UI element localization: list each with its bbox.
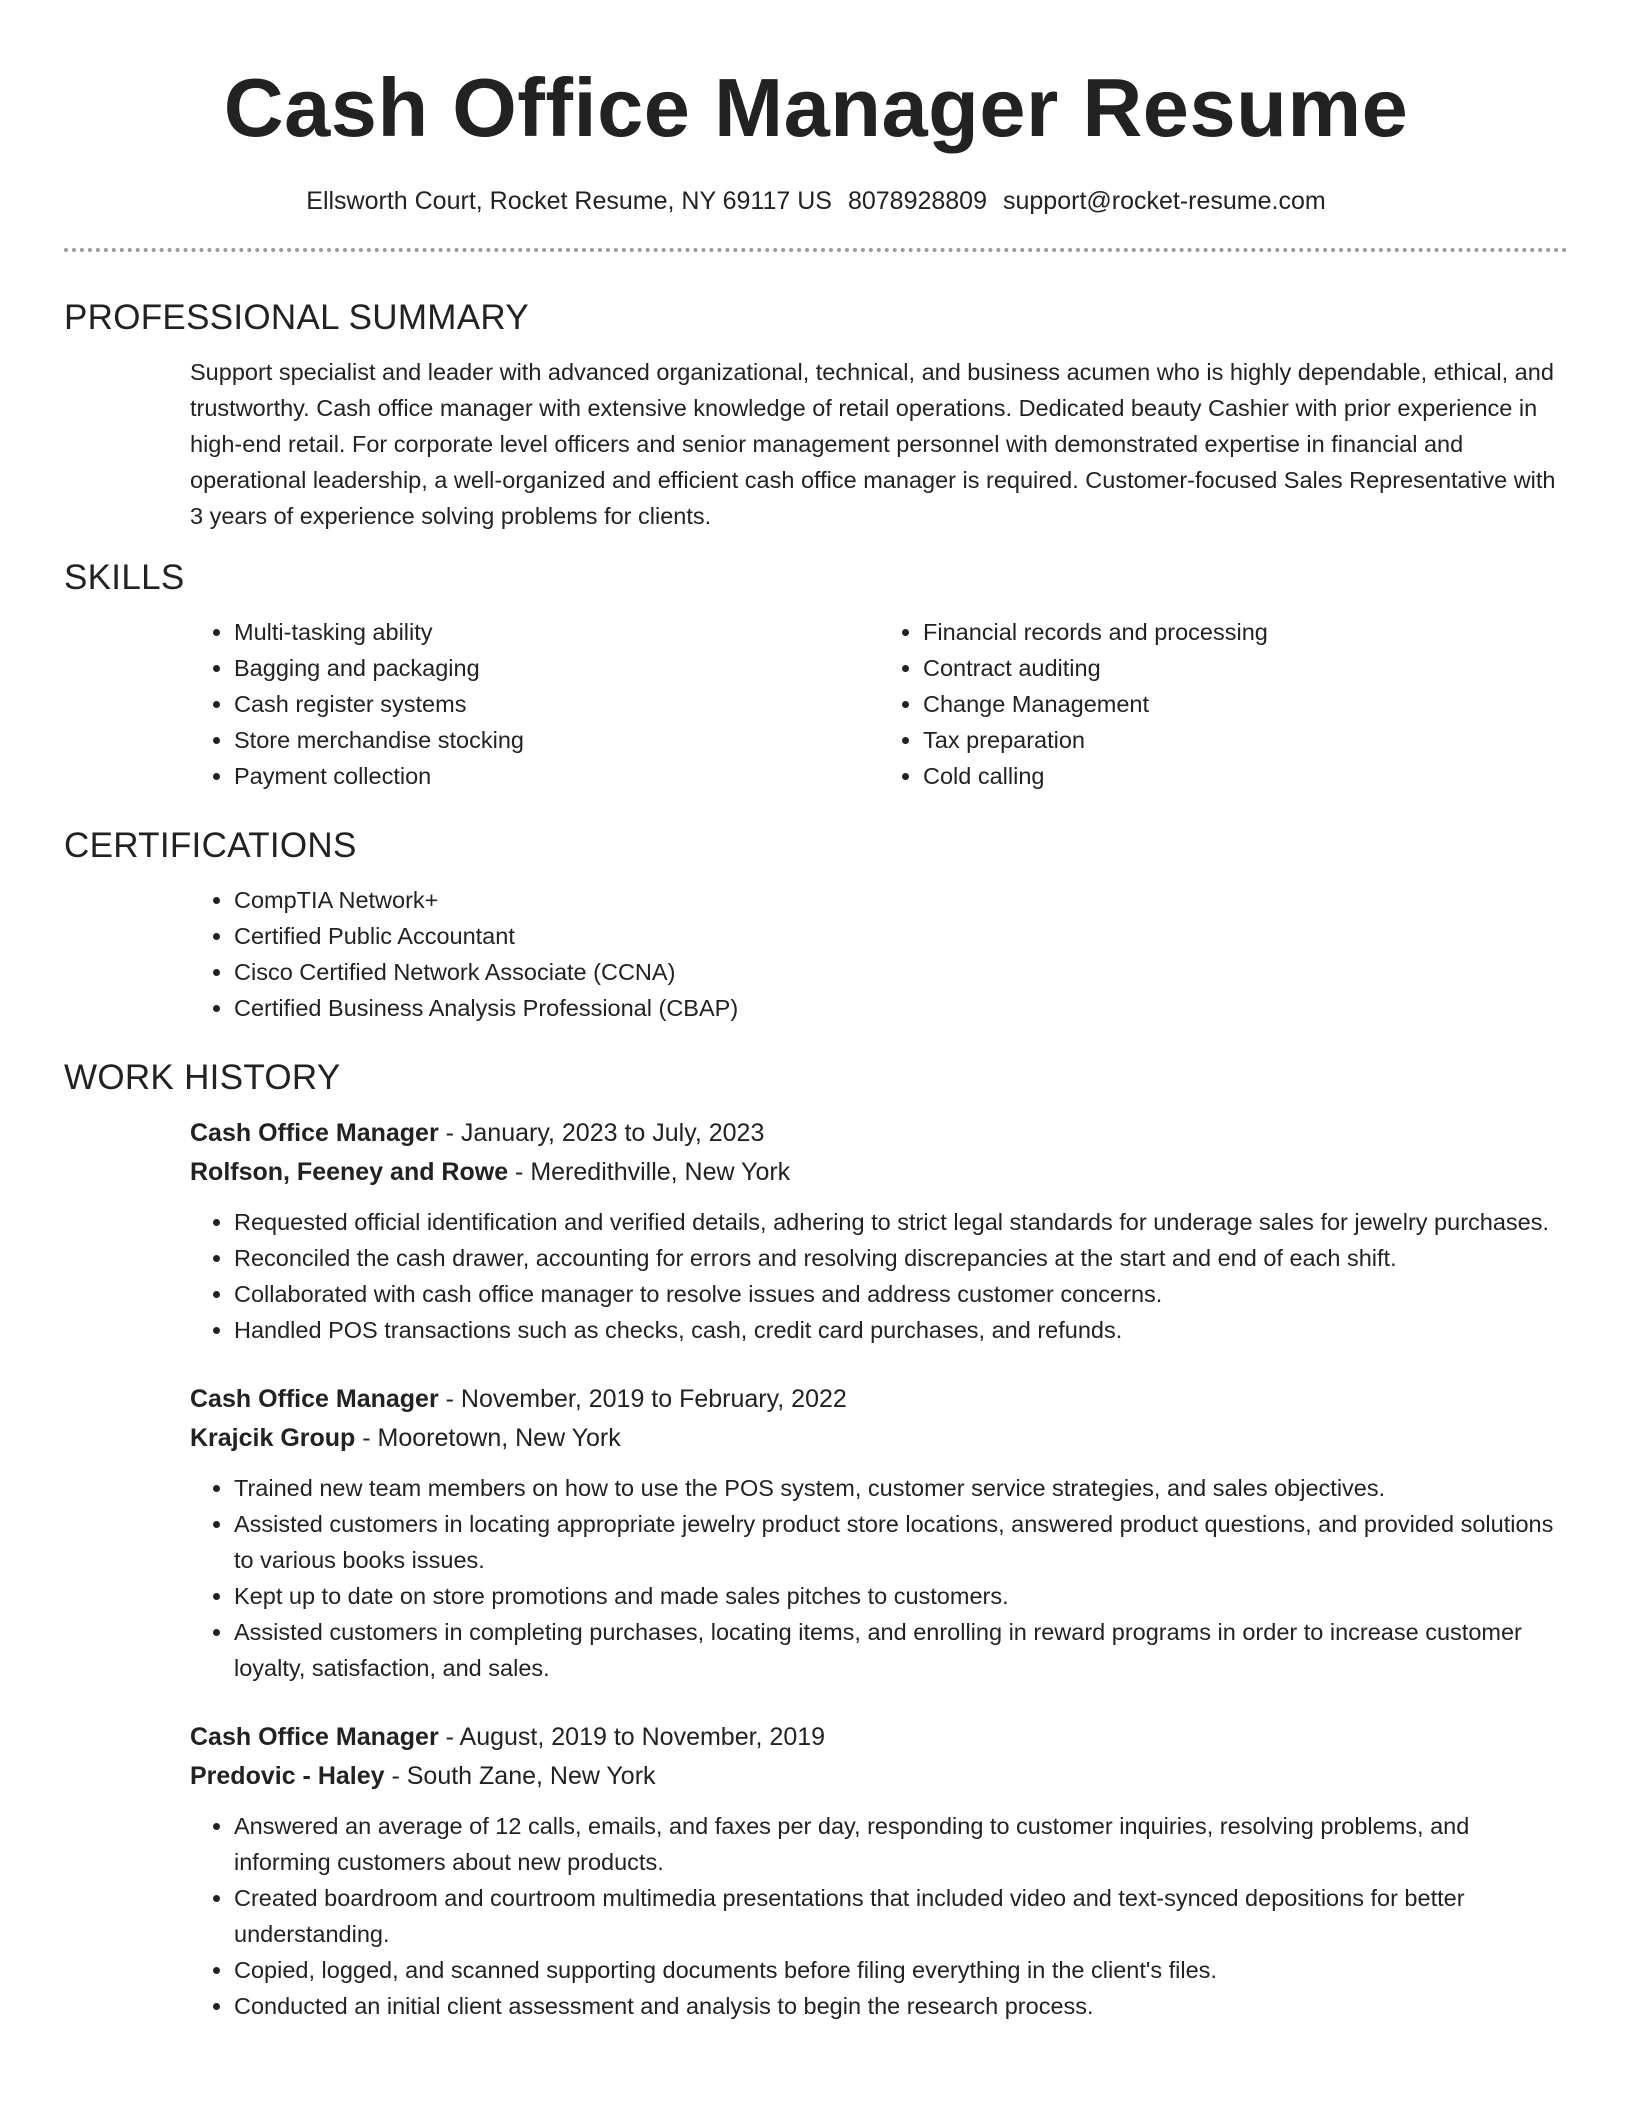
job-entry [190,1114,1568,1348]
skills-heading: SKILLS [64,558,185,597]
job-company: Predovic - Haley [190,1762,385,1790]
job-location: Mooretown, New York [377,1424,621,1452]
job-location: South Zane, New York [406,1762,656,1790]
work-history-body [190,1114,1568,2024]
job-entry [190,1380,1568,1686]
job-dates: November, 2019 to February, 2022 [460,1385,847,1413]
job-company-line: Krajcik Group - Mooretown, New York [190,1424,621,1452]
certifications-body [190,882,1568,1026]
certification-item: • Certified Public Accountant [234,918,1568,954]
skills-list-left [190,614,879,794]
certification-item: • Cisco Certified Network Associate (CCNA) [234,954,1568,990]
job-title-line: Cash Office Manager - November, 2019 to February, 2022 [190,1385,847,1413]
work-history-section [64,1056,1568,2024]
resume-page [64,0,1568,2056]
job-duty: • Assisted customers in completing purchases, locating items, and enrolling in reward programs in order to increase customer loyalty, satisfaction, and sales. [234,1614,1568,1686]
certifications-section [64,824,1568,1026]
job-role: Cash Office Manager [190,1119,439,1147]
job-title-line: Cash Office Manager - January, 2023 to July, 2023 [190,1119,765,1147]
contact-line [64,184,1568,218]
skill-item: • Store merchandise stocking [234,722,879,758]
job-dates: August, 2019 to November, 2019 [459,1723,826,1751]
job-company-line: Predovic - Haley - South Zane, New York [190,1762,656,1790]
work-history-heading: WORK HISTORY [64,1058,341,1097]
job-duty: • Created boardroom and courtroom multimedia presentations that included video and text-synced depositions for better understanding. [234,1880,1568,1952]
skill-item: • Financial records and processing [923,614,1568,650]
job-dates: January, 2023 to July, 2023 [460,1119,765,1147]
job-duty: • Copied, logged, and scanned supporting documents before filing everything in the client's files. [234,1952,1568,1988]
job-duty: • Collaborated with cash office manager to resolve issues and address customer concerns. [234,1276,1568,1312]
certification-item: • CompTIA Network+ [234,882,1568,918]
skills-section [64,556,1568,794]
certifications-heading: CERTIFICATIONS [64,826,357,865]
job-company: Rolfson, Feeney and Rowe [190,1158,509,1186]
job-role: Cash Office Manager [190,1723,439,1751]
contact-phone: 8078928809 [847,187,987,215]
job-entry [190,1718,1568,2024]
job-duty: • Answered an average of 12 calls, emails, and faxes per day, responding to customer inquiries, resolving problems, and informing customers about new products. [234,1808,1568,1880]
certifications-list [190,882,1568,1026]
skill-item: • Cash register systems [234,686,879,722]
job-duty: • Trained new team members on how to use the POS system, customer service strategies, and sales objectives. [234,1470,1568,1506]
header-divider [64,248,1568,252]
contact-email: support@rocket-resume.com [1003,187,1326,215]
job-role: Cash Office Manager [190,1385,439,1413]
skills-list-right [879,614,1568,794]
summary-heading: PROFESSIONAL SUMMARY [64,298,529,337]
job-company-line: Rolfson, Feeney and Rowe - Meredithville, New York [190,1158,791,1186]
skill-item: • Payment collection [234,758,879,794]
job-duty: • Assisted customers in locating appropriate jewelry product store locations, answered product questions, and provided solutions to various books issues. [234,1506,1568,1578]
job-company: Krajcik Group [190,1424,356,1452]
skill-item: • Bagging and packaging [234,650,879,686]
certification-item: • Certified Business Analysis Professional (CBAP) [234,990,1568,1026]
job-duty: • Kept up to date on store promotions and made sales pitches to customers. [234,1578,1568,1614]
job-duty: • Requested official identification and verified details, adhering to strict legal standards for underage sales for jewelry purchases. [234,1204,1568,1240]
job-duties-list [190,1470,1568,1686]
summary-section [64,296,1568,534]
skill-item: • Change Management [923,686,1568,722]
job-duty: • Handled POS transactions such as checks, cash, credit card purchases, and refunds. [234,1312,1568,1348]
summary-text: Support specialist and leader with advanced organizational, technical, and business acumen who is highly dependable, ethical, and trustworthy. Cash office manager with extensive knowledge of retail operations. Dedicated beauty Cashier with prior experience in high-end retail. For corporate level officers and senior management personnel with demonstrated expertise in financial and operational leadership, a well-organized and efficient cash office manager is required. Customer-focused Sales Representative with 3 years of experience solving problems for clients. [190,359,1556,529]
job-duty: • Conducted an initial client assessment and analysis to begin the research process. [234,1988,1568,2024]
job-location: Meredithville, New York [530,1158,791,1186]
skills-columns [190,614,1568,794]
job-duties-list [190,1808,1568,2024]
contact-address: Ellsworth Court, Rocket Resume, NY 69117 US [306,187,832,215]
skill-item: • Contract auditing [923,650,1568,686]
skill-item: • Tax preparation [923,722,1568,758]
job-duties-list [190,1204,1568,1348]
job-duty: • Reconciled the cash drawer, accounting for errors and resolving discrepancies at the start and end of each shift. [234,1240,1568,1276]
job-title-line: Cash Office Manager - August, 2019 to November, 2019 [190,1723,826,1751]
skill-item: • Cold calling [923,758,1568,794]
resume-title: Cash Office Manager Resume [223,61,1409,154]
skill-item: • Multi-tasking ability [234,614,879,650]
